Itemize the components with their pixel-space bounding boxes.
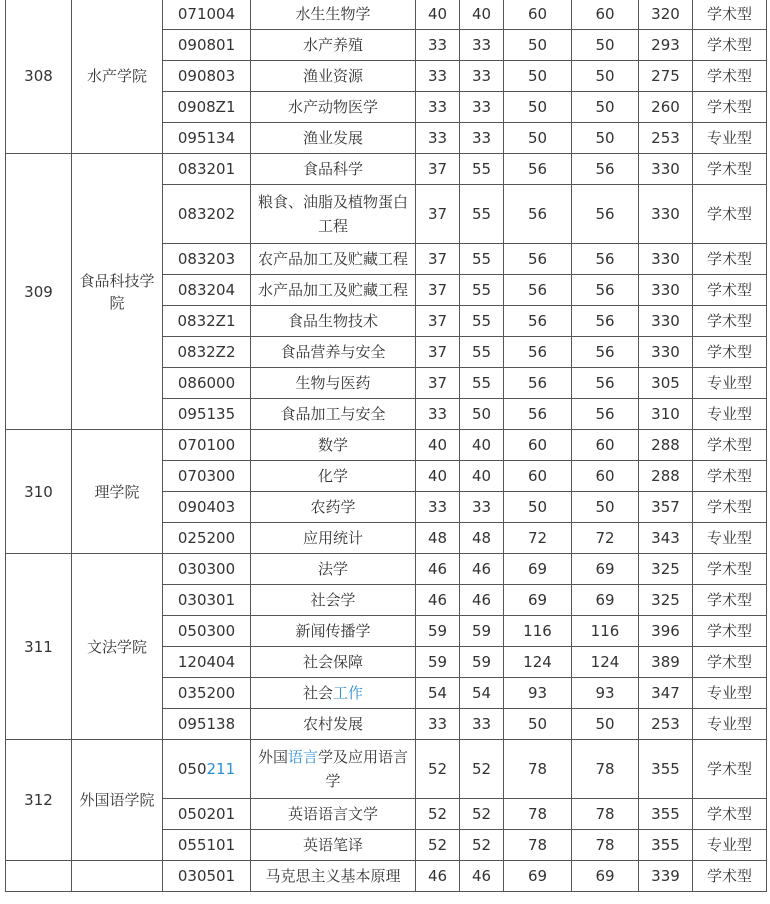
college-name: 文法学院: [72, 554, 163, 740]
subject-score: 52: [416, 740, 460, 799]
subject-score: 56: [504, 306, 572, 337]
degree-type: 专业型: [693, 678, 767, 709]
subject-score: 37: [416, 306, 460, 337]
subject-score: 60: [504, 461, 572, 492]
subject-score: 56: [572, 244, 639, 275]
subject-score: 52: [460, 830, 504, 861]
major-code: 071004: [163, 0, 251, 30]
subject-score: 124: [572, 647, 639, 678]
subject-score: 55: [460, 275, 504, 306]
subject-score: 33: [416, 709, 460, 740]
degree-type: 学术型: [693, 799, 767, 830]
degree-type: 学术型: [693, 492, 767, 523]
subject-score: 60: [504, 0, 572, 30]
major-code: 083204: [163, 275, 251, 306]
major-name: 食品生物技术: [251, 306, 416, 337]
major-name: 社会学: [251, 585, 416, 616]
major-code-link[interactable]: 211: [206, 760, 236, 778]
major-name-text: 学及应用语言学: [318, 748, 409, 790]
degree-type: 学术型: [693, 461, 767, 492]
major-name: 食品科学: [251, 154, 416, 185]
subject-score: 60: [504, 430, 572, 461]
subject-score: 50: [572, 492, 639, 523]
total-score: 355: [639, 799, 693, 830]
subject-score: 33: [460, 123, 504, 154]
major-code: 070300: [163, 461, 251, 492]
subject-score: 50: [504, 30, 572, 61]
total-score: 339: [639, 861, 693, 892]
major-name: 应用统计: [251, 523, 416, 554]
subject-score: 56: [504, 399, 572, 430]
major-name-text: 社会: [302, 684, 333, 702]
subject-score: 50: [572, 30, 639, 61]
major-name-link[interactable]: 工作: [333, 684, 364, 702]
subject-score: 50: [504, 123, 572, 154]
subject-score: 40: [416, 430, 460, 461]
total-score: 389: [639, 647, 693, 678]
major-name: 法学: [251, 554, 416, 585]
subject-score: 56: [504, 244, 572, 275]
subject-score: 46: [460, 554, 504, 585]
subject-score: 69: [504, 861, 572, 892]
total-score: 253: [639, 709, 693, 740]
subject-score: 60: [572, 430, 639, 461]
major-code: 030301: [163, 585, 251, 616]
major-name: 水产动物医学: [251, 92, 416, 123]
major-code: 030501: [163, 861, 251, 892]
subject-score: 40: [460, 0, 504, 30]
subject-score: 60: [572, 461, 639, 492]
major-name: 水生生物学: [251, 0, 416, 30]
subject-score: 33: [460, 492, 504, 523]
major-code: 086000: [163, 368, 251, 399]
subject-score: 69: [504, 585, 572, 616]
subject-score: 56: [572, 154, 639, 185]
subject-score: 59: [416, 616, 460, 647]
major-code: 050300: [163, 616, 251, 647]
subject-score: 33: [460, 61, 504, 92]
major-code: 095135: [163, 399, 251, 430]
major-name: 食品加工与安全: [251, 399, 416, 430]
subject-score: 37: [416, 368, 460, 399]
subject-score: 40: [460, 461, 504, 492]
subject-score: 46: [416, 554, 460, 585]
major-name: 水产品加工及贮藏工程: [251, 275, 416, 306]
major-code: 050201: [163, 799, 251, 830]
subject-score: 50: [572, 123, 639, 154]
subject-score: 56: [572, 185, 639, 244]
major-name: 渔业资源: [251, 61, 416, 92]
degree-type: 学术型: [693, 244, 767, 275]
major-name: 农药学: [251, 492, 416, 523]
major-name: 新闻传播学: [251, 616, 416, 647]
major-code: 090801: [163, 30, 251, 61]
total-score: 325: [639, 554, 693, 585]
degree-type: 专业型: [693, 399, 767, 430]
subject-score: 69: [572, 861, 639, 892]
major-name: [251, 678, 416, 709]
total-score: 355: [639, 830, 693, 861]
total-score: 275: [639, 61, 693, 92]
subject-score: 55: [460, 306, 504, 337]
subject-score: 78: [572, 740, 639, 799]
subject-score: 33: [460, 92, 504, 123]
subject-score: 56: [572, 337, 639, 368]
major-code: 095138: [163, 709, 251, 740]
table-row: [6, 430, 767, 461]
total-score: 330: [639, 244, 693, 275]
subject-score: 78: [572, 830, 639, 861]
subject-score: 72: [504, 523, 572, 554]
total-score: 310: [639, 399, 693, 430]
subject-score: 56: [572, 368, 639, 399]
subject-score: 37: [416, 244, 460, 275]
subject-score: 52: [460, 799, 504, 830]
subject-score: 69: [572, 585, 639, 616]
subject-score: 37: [416, 337, 460, 368]
subject-score: 69: [504, 554, 572, 585]
major-code: 083203: [163, 244, 251, 275]
subject-score: 55: [460, 185, 504, 244]
degree-type: 学术型: [693, 306, 767, 337]
subject-score: 59: [460, 616, 504, 647]
major-code: 035200: [163, 678, 251, 709]
subject-score: 56: [504, 337, 572, 368]
major-name: 社会保障: [251, 647, 416, 678]
subject-score: 78: [504, 740, 572, 799]
subject-score: 55: [460, 337, 504, 368]
subject-score: 46: [416, 861, 460, 892]
total-score: 253: [639, 123, 693, 154]
college-code: 310: [6, 430, 72, 554]
major-code: [163, 740, 251, 799]
subject-score: 124: [504, 647, 572, 678]
college-name: 理学院: [72, 430, 163, 554]
major-code: 0832Z1: [163, 306, 251, 337]
degree-type: 学术型: [693, 616, 767, 647]
total-score: 288: [639, 461, 693, 492]
major-code: 090803: [163, 61, 251, 92]
major-code: 0832Z2: [163, 337, 251, 368]
college-code: 309: [6, 154, 72, 430]
college-code: 308: [6, 0, 72, 154]
subject-score: 56: [572, 399, 639, 430]
major-code: 120404: [163, 647, 251, 678]
major-name: 渔业发展: [251, 123, 416, 154]
degree-type: 学术型: [693, 154, 767, 185]
subject-score: 93: [572, 678, 639, 709]
college-code: [6, 861, 72, 892]
subject-score: 50: [460, 399, 504, 430]
degree-type: 专业型: [693, 830, 767, 861]
major-code: 090403: [163, 492, 251, 523]
subject-score: 48: [416, 523, 460, 554]
degree-type: 学术型: [693, 185, 767, 244]
subject-score: 50: [572, 709, 639, 740]
major-code: 070100: [163, 430, 251, 461]
subject-score: 116: [572, 616, 639, 647]
major-code-text: 050: [177, 760, 207, 778]
subject-score: 50: [504, 61, 572, 92]
major-name-text: 外国: [257, 748, 288, 766]
subject-score: 33: [416, 399, 460, 430]
subject-score: 33: [460, 709, 504, 740]
total-score: 330: [639, 337, 693, 368]
subject-score: 37: [416, 275, 460, 306]
major-name: 水产养殖: [251, 30, 416, 61]
college-name: 水产学院: [72, 0, 163, 154]
subject-score: 33: [416, 123, 460, 154]
total-score: 330: [639, 154, 693, 185]
college-name: 外国语学院: [72, 740, 163, 861]
college-code: 312: [6, 740, 72, 861]
major-name: 英语笔译: [251, 830, 416, 861]
subject-score: 56: [504, 368, 572, 399]
subject-score: 54: [416, 678, 460, 709]
total-score: 330: [639, 275, 693, 306]
major-code: 083201: [163, 154, 251, 185]
degree-type: 学术型: [693, 92, 767, 123]
degree-type: 专业型: [693, 123, 767, 154]
subject-score: 33: [460, 30, 504, 61]
total-score: 330: [639, 306, 693, 337]
college-name: 食品科技学院: [72, 154, 163, 430]
table-row: [6, 0, 767, 30]
total-score: 320: [639, 0, 693, 30]
table-row: [6, 861, 767, 892]
total-score: 293: [639, 30, 693, 61]
subject-score: 55: [460, 154, 504, 185]
degree-type: 学术型: [693, 430, 767, 461]
degree-type: 专业型: [693, 523, 767, 554]
college-code: 311: [6, 554, 72, 740]
subject-score: 60: [572, 0, 639, 30]
score-table: [5, 0, 767, 892]
subject-score: 33: [416, 30, 460, 61]
degree-type: 学术型: [693, 861, 767, 892]
degree-type: 专业型: [693, 709, 767, 740]
subject-score: 52: [416, 799, 460, 830]
subject-score: 55: [460, 368, 504, 399]
subject-score: 50: [504, 709, 572, 740]
major-name: 生物与医药: [251, 368, 416, 399]
subject-score: 72: [572, 523, 639, 554]
subject-score: 48: [460, 523, 504, 554]
table-row: [6, 740, 767, 799]
major-name: 数学: [251, 430, 416, 461]
subject-score: 50: [572, 92, 639, 123]
major-code: 030300: [163, 554, 251, 585]
subject-score: 78: [572, 799, 639, 830]
major-name: [251, 740, 416, 799]
college-name: [72, 861, 163, 892]
subject-score: 33: [416, 92, 460, 123]
subject-score: 33: [416, 61, 460, 92]
total-score: 357: [639, 492, 693, 523]
subject-score: 59: [416, 647, 460, 678]
subject-score: 116: [504, 616, 572, 647]
total-score: 355: [639, 740, 693, 799]
total-score: 330: [639, 185, 693, 244]
major-name: 食品营养与安全: [251, 337, 416, 368]
subject-score: 37: [416, 185, 460, 244]
subject-score: 40: [460, 430, 504, 461]
major-name: 英语语言文学: [251, 799, 416, 830]
table-row: [6, 154, 767, 185]
subject-score: 50: [504, 492, 572, 523]
degree-type: 学术型: [693, 337, 767, 368]
table-row: [6, 554, 767, 585]
subject-score: 46: [416, 585, 460, 616]
degree-type: 学术型: [693, 275, 767, 306]
total-score: 396: [639, 616, 693, 647]
major-code: 055101: [163, 830, 251, 861]
total-score: 288: [639, 430, 693, 461]
total-score: 260: [639, 92, 693, 123]
subject-score: 55: [460, 244, 504, 275]
subject-score: 46: [460, 585, 504, 616]
subject-score: 50: [504, 92, 572, 123]
subject-score: 69: [572, 554, 639, 585]
subject-score: 50: [572, 61, 639, 92]
subject-score: 52: [416, 830, 460, 861]
subject-score: 78: [504, 799, 572, 830]
subject-score: 52: [460, 740, 504, 799]
major-name: 农产品加工及贮藏工程: [251, 244, 416, 275]
major-code: 083202: [163, 185, 251, 244]
degree-type: 学术型: [693, 585, 767, 616]
major-name: 化学: [251, 461, 416, 492]
degree-type: 学术型: [693, 647, 767, 678]
subject-score: 37: [416, 154, 460, 185]
subject-score: 56: [504, 185, 572, 244]
degree-type: 学术型: [693, 0, 767, 30]
major-code: 095134: [163, 123, 251, 154]
subject-score: 78: [504, 830, 572, 861]
subject-score: 40: [416, 0, 460, 30]
subject-score: 59: [460, 647, 504, 678]
total-score: 343: [639, 523, 693, 554]
subject-score: 54: [460, 678, 504, 709]
major-name: 马克思主义基本原理: [251, 861, 416, 892]
degree-type: 学术型: [693, 554, 767, 585]
subject-score: 33: [416, 492, 460, 523]
total-score: 305: [639, 368, 693, 399]
subject-score: 56: [572, 275, 639, 306]
subject-score: 93: [504, 678, 572, 709]
subject-score: 56: [504, 275, 572, 306]
total-score: 325: [639, 585, 693, 616]
major-name-link[interactable]: 语言: [287, 748, 318, 766]
major-code: 025200: [163, 523, 251, 554]
degree-type: 专业型: [693, 368, 767, 399]
major-code: 0908Z1: [163, 92, 251, 123]
degree-type: 学术型: [693, 61, 767, 92]
major-name: 粮食、油脂及植物蛋白工程: [251, 185, 416, 244]
degree-type: 学术型: [693, 30, 767, 61]
major-name: 农村发展: [251, 709, 416, 740]
subject-score: 46: [460, 861, 504, 892]
subject-score: 40: [416, 461, 460, 492]
subject-score: 56: [504, 154, 572, 185]
subject-score: 56: [572, 306, 639, 337]
degree-type: 学术型: [693, 740, 767, 799]
total-score: 347: [639, 678, 693, 709]
